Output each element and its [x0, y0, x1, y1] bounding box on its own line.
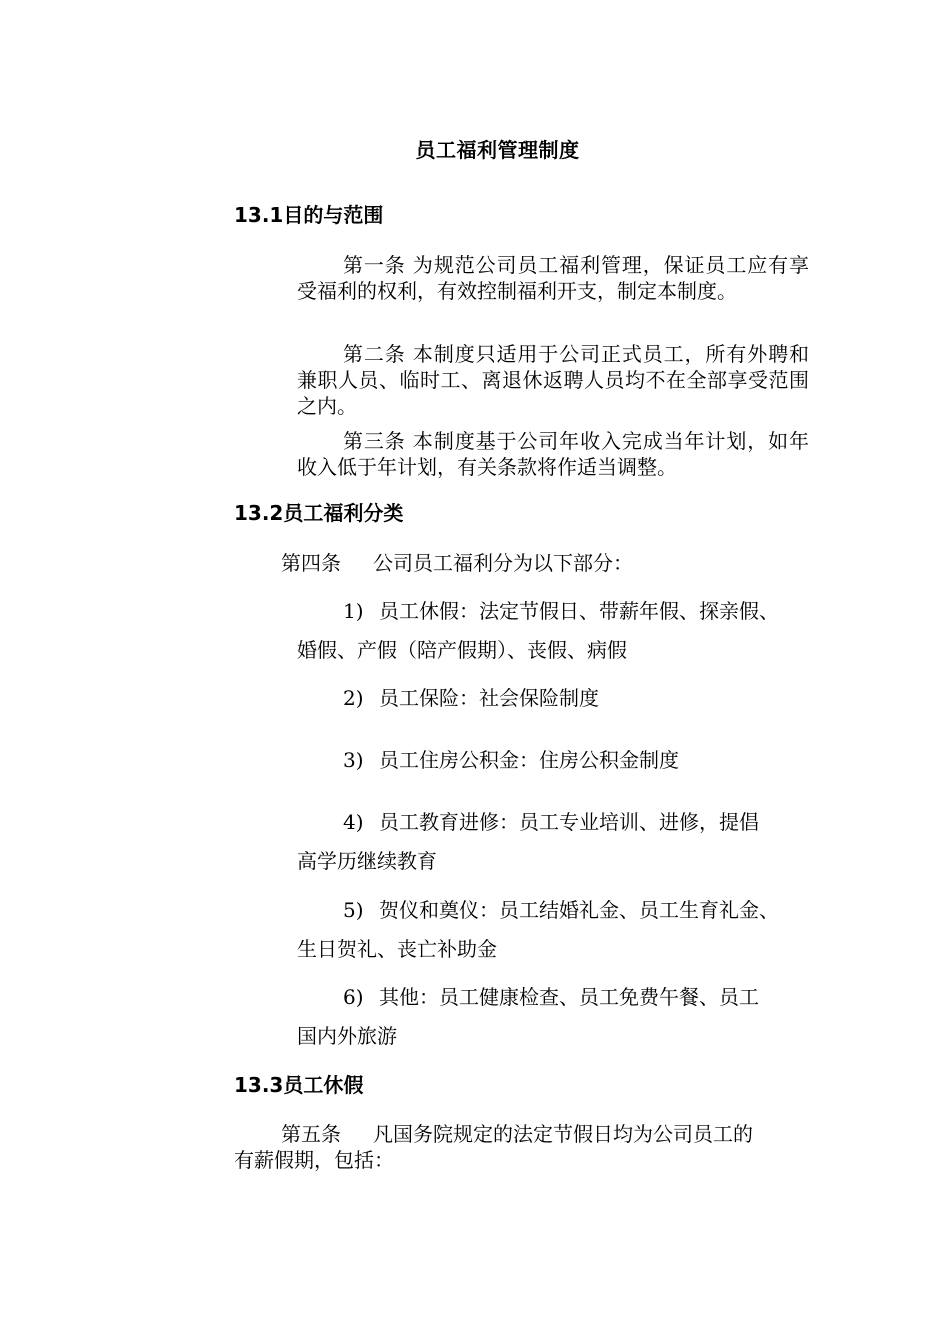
- list-item-4: [343, 808, 759, 836]
- list-item-text: 员工住房公积金：住房公积金制度: [379, 748, 679, 772]
- list-item-text: 员工休假：法定节假日、带薪年假、探亲假、: [379, 599, 779, 623]
- list-item-text: 员工教育进修：员工专业培训、进修，提倡: [379, 810, 759, 834]
- article-5-line: [281, 1120, 753, 1148]
- article-5-text: 凡国务院规定的法定节假日均为公司员工的: [373, 1122, 753, 1146]
- article-2-paragraph: 第二条 本制度只适用于公司正式员工，所有外聘和兼职人员、临时工、离退休返聘人员均不在全部享受范围之内。: [297, 342, 809, 418]
- list-item-number: 3): [343, 748, 364, 772]
- list-item-1: [343, 597, 779, 625]
- list-item-number: 2): [343, 686, 364, 710]
- list-item-number: 4): [343, 810, 364, 834]
- list-item-text: 员工保险：社会保险制度: [379, 686, 599, 710]
- list-item-5-continuation: 生日贺礼、丧亡补助金: [297, 937, 497, 961]
- list-item-1-continuation: 婚假、产假（陪产假期）、丧假、病假: [297, 638, 627, 662]
- article-5-continuation: 有薪假期，包括：: [234, 1148, 394, 1172]
- article-4-label: 第四条: [281, 551, 341, 575]
- list-item-number: 5): [343, 898, 364, 922]
- article-4-text: 公司员工福利分为以下部分：: [373, 551, 633, 575]
- section-heading-13-2: 13.2员工福利分类: [234, 501, 404, 525]
- list-item-6: [343, 983, 759, 1011]
- list-item-5: [343, 896, 779, 924]
- list-item-text: 其他：员工健康检查、员工免费午餐、员工: [379, 985, 759, 1009]
- article-1-paragraph: 第一条 为规范公司员工福利管理，保证员工应有享受福利的权利，有效控制福利开支，制定本制度。: [297, 253, 809, 303]
- list-item-text: 贺仪和奠仪：员工结婚礼金、员工生育礼金、: [379, 898, 779, 922]
- section-heading-13-1: 13.1目的与范围: [234, 203, 384, 227]
- article-4-line: [281, 549, 633, 577]
- list-item-4-continuation: 高学历继续教育: [297, 849, 437, 873]
- list-item-number: 1): [343, 599, 364, 623]
- article-5-label: 第五条: [281, 1122, 341, 1146]
- section-heading-13-3: 13.3员工休假: [234, 1073, 364, 1097]
- list-item-number: 6): [343, 985, 364, 1009]
- list-item-2: [343, 684, 599, 712]
- list-item-6-continuation: 国内外旅游: [297, 1024, 397, 1048]
- document-title: 员工福利管理制度: [415, 138, 580, 162]
- article-3-paragraph: 第三条 本制度基于公司年收入完成当年计划，如年收入低于年计划，有关条款将作适当调整。: [297, 429, 809, 479]
- list-item-3: [343, 746, 679, 774]
